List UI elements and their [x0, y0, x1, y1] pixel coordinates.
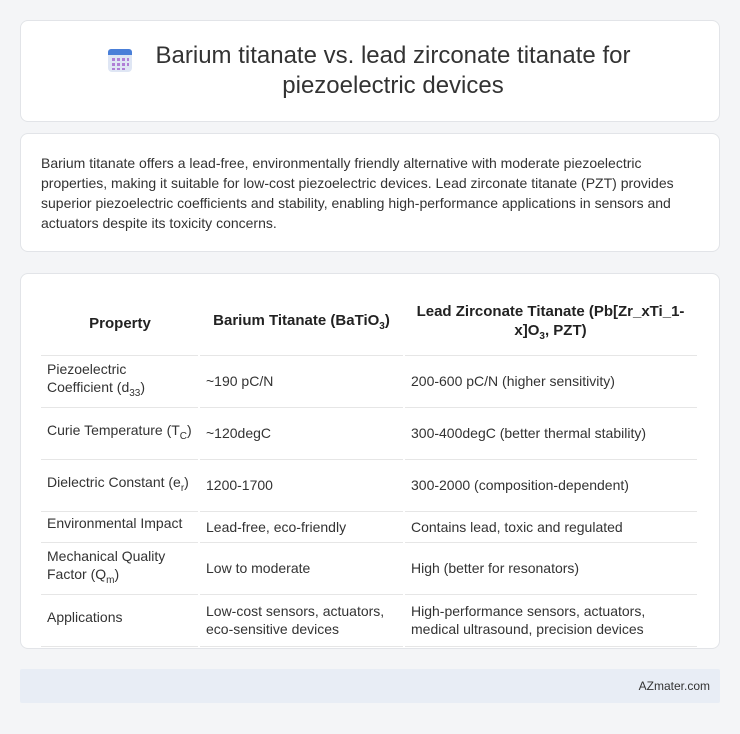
- property-cell: Mechanical Quality Factor $(Q_m)$: [41, 542, 199, 594]
- property-cell: Environmental Impact: [41, 511, 199, 542]
- comparison-card: [20, 273, 720, 649]
- bt-cell: Lead-free, eco-friendly: [199, 511, 404, 542]
- pzt-cell: Contains lead, toxic and regulated: [404, 511, 697, 542]
- summary-text: Barium titanate offers a lead-free, environmentally friendly alternative with moderate piezoelectric properties, making it suitable for low-cost piezoelectric devices. Lead zirconate titanate (PZT) provides superior piezoelectric coefficients and stability, enabling high-performance applications in sensors and actuators despite its toxicity concerns.: [41, 155, 674, 231]
- calendar-icon: [107, 47, 133, 73]
- pzt-cell: 300-2000 (composition-dependent): [404, 459, 697, 511]
- bt-cell: ~120degC: [199, 407, 404, 459]
- table-row: [41, 407, 697, 459]
- bt-cell: Low-cost sensors, actuators, eco-sensitive devices: [199, 594, 404, 646]
- comparison-table: [41, 293, 697, 647]
- property-cell: Piezoelectric Coefficient $(d_{33})$: [41, 355, 199, 407]
- title-card: [20, 20, 720, 122]
- property-cell: Dielectric Constant $(e_r)$: [41, 459, 199, 511]
- header-pzt: Lead Zirconate Titanate ($Pb[Zr\_xTi\_1-x]O_3$, PZT): [404, 293, 697, 355]
- header-barium-titanate: Barium Titanate (BaTiO$_3$): [199, 293, 404, 355]
- bt-cell: Low to moderate: [199, 542, 404, 594]
- pzt-cell: High (better for resonators): [404, 542, 697, 594]
- property-cell: Curie Temperature $(T_C)$: [41, 407, 199, 459]
- summary-card: [20, 133, 720, 252]
- table-row: [41, 459, 697, 511]
- footer: [20, 669, 720, 703]
- bt-cell: ~190 pC/N: [199, 355, 404, 407]
- footer-site: AZmater.com: [638, 679, 710, 693]
- pzt-cell: 300-400degC (better thermal stability): [404, 407, 697, 459]
- table-row: [41, 594, 697, 646]
- table-header-row: [41, 293, 697, 355]
- table-row: [41, 542, 697, 594]
- property-cell: Applications: [41, 594, 199, 646]
- page-title: Barium titanate vs. lead zirconate titanate for piezoelectric devices: [155, 42, 631, 99]
- header-property: Property: [41, 293, 199, 355]
- pzt-cell: 200-600 pC/N (higher sensitivity): [404, 355, 697, 407]
- bt-cell: 1200-1700: [199, 459, 404, 511]
- pzt-cell: High-performance sensors, actuators, medical ultrasound, precision devices: [404, 594, 697, 646]
- table-row: [41, 355, 697, 407]
- table-row: [41, 511, 697, 542]
